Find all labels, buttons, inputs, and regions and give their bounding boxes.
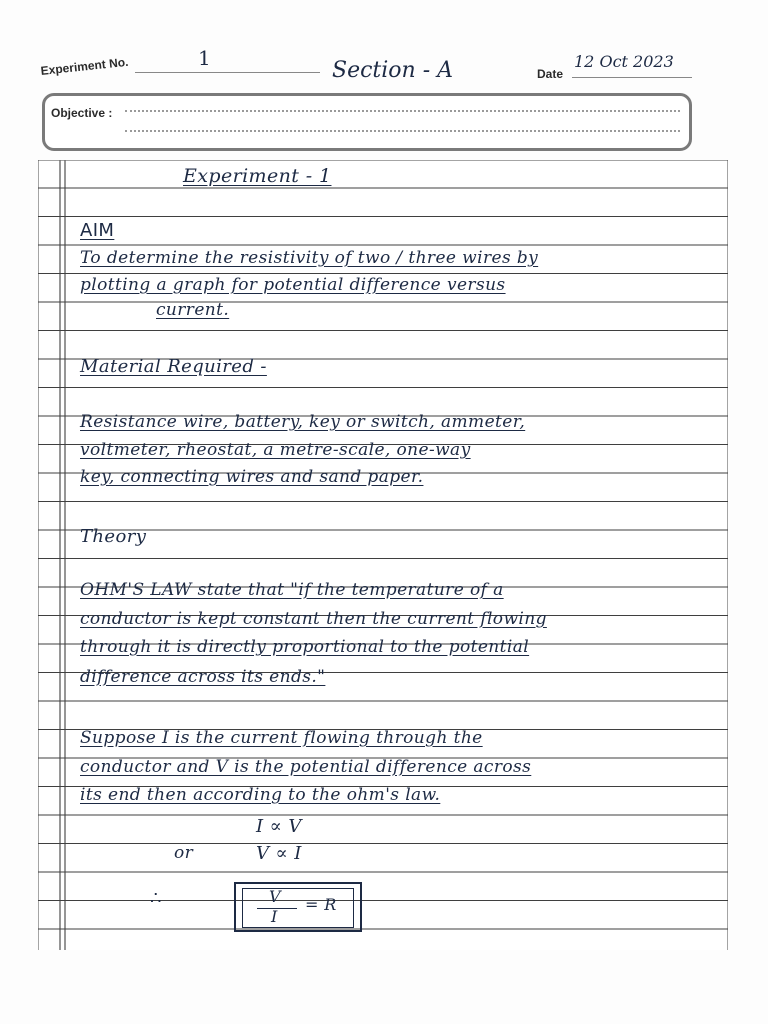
material-line-2: voltmeter, rheostat, a metre-scale, one-way <box>80 440 471 460</box>
experiment-title: Experiment - 1 <box>183 165 332 187</box>
formula-numerator: V <box>269 887 281 906</box>
suppose-line-1: Suppose I is the current flowing through the <box>80 728 483 748</box>
formula-1: I ∝ V <box>256 816 302 837</box>
theory-line-1: OHM'S LAW state that "if the temperature of a <box>80 580 504 600</box>
aim-heading: AIM <box>80 220 115 241</box>
formula-denominator: I <box>271 907 278 926</box>
therefore-symbol: ∴ <box>150 888 162 909</box>
material-heading: Material Required - <box>80 356 267 377</box>
aim-line-3: current. <box>156 300 230 320</box>
formula-equals-r: = R <box>305 895 337 914</box>
theory-line-3: through it is directly proportional to the potential <box>80 637 530 657</box>
suppose-line-3: its end then according to the ohm's law. <box>80 785 441 805</box>
objective-dotted-line-2 <box>125 130 680 132</box>
date-line <box>572 77 692 78</box>
date-value: 12 Oct 2023 <box>574 52 674 71</box>
material-line-3: key, connecting wires and sand paper. <box>80 467 424 487</box>
handwritten-content <box>38 160 728 950</box>
suppose-line-2: conductor and V is the potential difference across <box>80 757 532 777</box>
section-title: Section - A <box>332 58 454 83</box>
date-label: Date <box>537 67 564 81</box>
objective-dotted-line-1 <box>125 110 680 112</box>
formula-box <box>234 882 362 932</box>
experiment-no-value: 1 <box>198 46 211 70</box>
experiment-no-label: Experiment No. <box>40 54 130 78</box>
formula-2: V ∝ I <box>256 843 302 864</box>
theory-heading: Theory <box>80 526 147 547</box>
theory-line-4: difference across its ends." <box>80 667 326 687</box>
aim-line-2: plotting a graph for potential difference versus <box>80 275 506 295</box>
objective-label: Objective : <box>51 106 113 120</box>
formula-inner-box <box>242 888 354 928</box>
ruled-page <box>38 160 728 950</box>
material-line-1: Resistance wire, battery, key or switch, ammeter, <box>80 412 526 432</box>
theory-line-2: conductor is kept constant then the current flowing <box>80 609 547 629</box>
or-label: or <box>174 843 194 863</box>
aim-line-1: To determine the resistivity of two / three wires by <box>80 248 539 268</box>
objective-box <box>42 93 692 151</box>
experiment-no-line <box>135 72 320 73</box>
